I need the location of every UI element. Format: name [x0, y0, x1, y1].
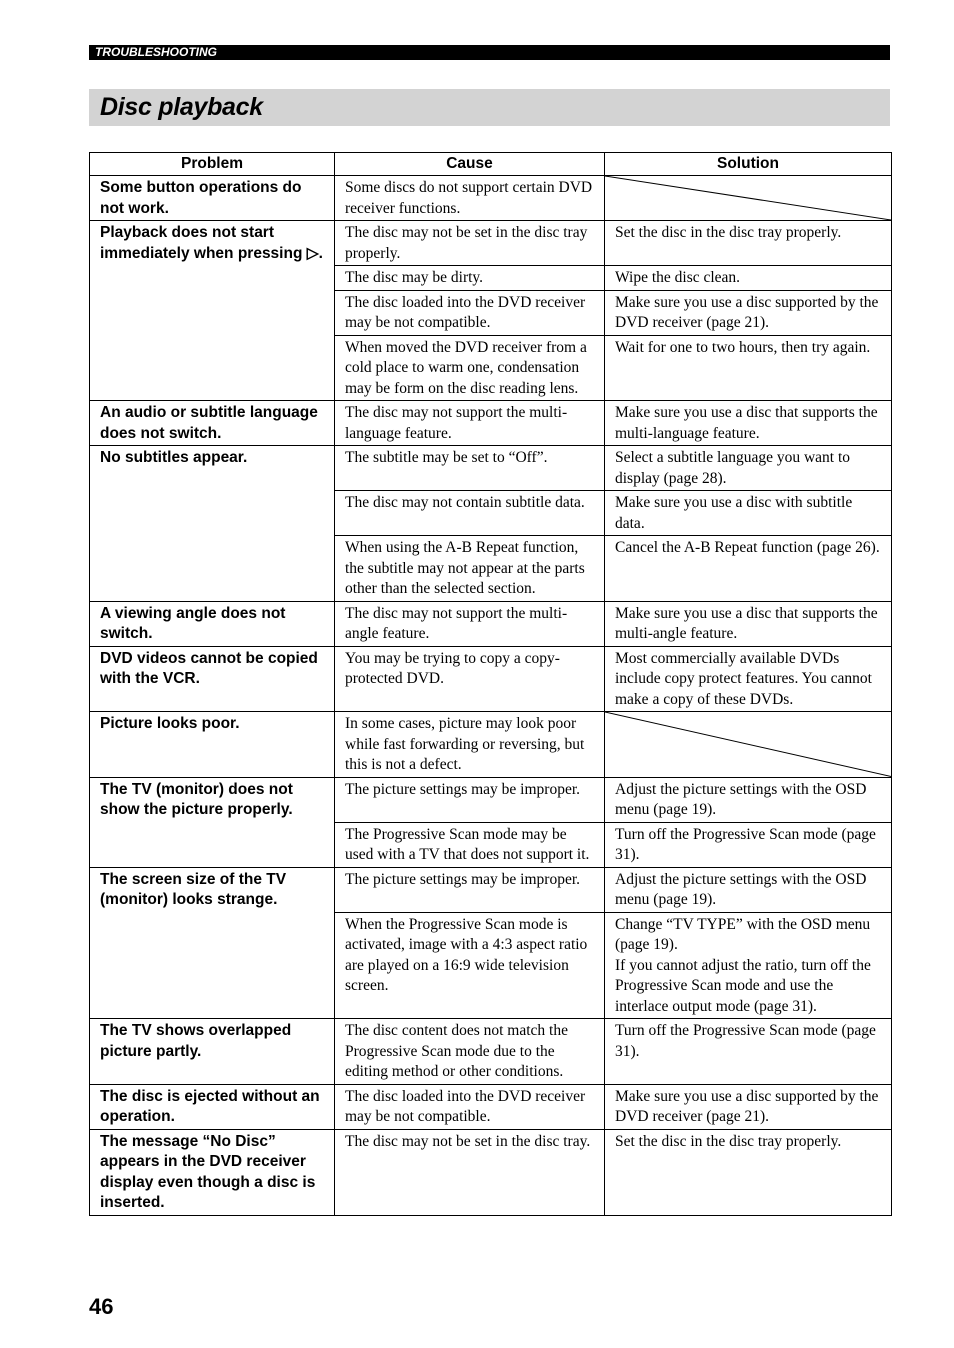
cause-cell: When moved the DVD receiver from a cold place to warm one, condensation may be form on the disc reading lens. [335, 335, 605, 401]
cause-cell: The disc loaded into the DVD receiver may be not compatible. [335, 290, 605, 335]
cause-cell: The disc may not be set in the disc tray. [335, 1129, 605, 1215]
not-applicable-cell [605, 176, 892, 221]
cause-cell: The Progressive Scan mode may be used with a TV that does not support it. [335, 822, 605, 867]
solution-cell: Make sure you use a disc with subtitle data. [605, 491, 892, 536]
table-row [90, 176, 892, 221]
page-number: 46 [89, 1294, 114, 1319]
cause-cell: The disc may not support the multi-angle feature. [335, 601, 605, 646]
cause-cell: In some cases, picture may look poor while fast forwarding or reversing, but this is not a defect. [335, 712, 605, 778]
problem-cell: Some button operations do not work. [90, 176, 335, 221]
table-row [90, 601, 892, 646]
table-header-row [90, 153, 892, 176]
solution-cell: Wait for one to two hours, then try again. [605, 335, 892, 401]
solution-cell: Make sure you use a disc that supports the multi-language feature. [605, 401, 892, 446]
section-header: TROUBLESHOOTING [89, 45, 890, 60]
cause-cell: When using the A-B Repeat function, the subtitle may not appear at the parts other than the selected section. [335, 536, 605, 602]
problem-cell: The screen size of the TV (monitor) looks strange. [90, 867, 335, 1019]
column-header-cause: Cause [335, 153, 605, 176]
cause-cell: The subtitle may be set to “Off”. [335, 446, 605, 491]
solution-cell: Change “TV TYPE” with the OSD menu (page 19). If you cannot adjust the ratio, turn off the Progressive Scan mode and use the interlace output mode (page 31). [605, 912, 892, 1019]
solution-cell: Wipe the disc clean. [605, 266, 892, 291]
problem-cell: The disc is ejected without an operation. [90, 1084, 335, 1129]
table-row [90, 1084, 892, 1129]
cause-cell: The disc content does not match the Progressive Scan mode due to the editing method or other conditions. [335, 1019, 605, 1085]
solution-cell: Cancel the A-B Repeat function (page 26). [605, 536, 892, 602]
table-row [90, 221, 892, 266]
column-header-problem: Problem [90, 153, 335, 176]
cause-cell: Some discs do not support certain DVD receiver functions. [335, 176, 605, 221]
cause-cell: You may be trying to copy a copy-protected DVD. [335, 646, 605, 712]
problem-cell: The message “No Disc” appears in the DVD receiver display even though a disc is inserted. [90, 1129, 335, 1215]
solution-cell: Adjust the picture settings with the OSD menu (page 19). [605, 777, 892, 822]
table-row [90, 1129, 892, 1215]
table-row [90, 867, 892, 912]
solution-cell: Adjust the picture settings with the OSD menu (page 19). [605, 867, 892, 912]
table-row [90, 1019, 892, 1085]
table-row [90, 646, 892, 712]
problem-cell: DVD videos cannot be copied with the VCR. [90, 646, 335, 712]
solution-cell: Make sure you use a disc supported by the DVD receiver (page 21). [605, 1084, 892, 1129]
troubleshooting-table [89, 152, 892, 1216]
diagonal-strike-line [605, 176, 891, 220]
cause-cell: The disc may be dirty. [335, 266, 605, 291]
cause-cell: The picture settings may be improper. [335, 777, 605, 822]
table-row [90, 401, 892, 446]
solution-cell: Turn off the Progressive Scan mode (page 31). [605, 822, 892, 867]
problem-cell: The TV (monitor) does not show the picture properly. [90, 777, 335, 867]
table-row [90, 712, 892, 778]
solution-cell: Set the disc in the disc tray properly. [605, 1129, 892, 1215]
cause-cell: The picture settings may be improper. [335, 867, 605, 912]
problem-cell: An audio or subtitle language does not switch. [90, 401, 335, 446]
problem-cell: Playback does not start immediately when pressing ▷. [90, 221, 335, 401]
diagonal-strike-line [605, 712, 891, 777]
solution-cell: Select a subtitle language you want to display (page 28). [605, 446, 892, 491]
table-row [90, 446, 892, 491]
column-header-solution: Solution [605, 153, 892, 176]
solution-cell: Turn off the Progressive Scan mode (page 31). [605, 1019, 892, 1085]
cause-cell: The disc loaded into the DVD receiver may be not compatible. [335, 1084, 605, 1129]
problem-cell: The TV shows overlapped picture partly. [90, 1019, 335, 1085]
not-applicable-cell [605, 712, 892, 778]
solution-cell: Make sure you use a disc that supports the multi-angle feature. [605, 601, 892, 646]
solution-cell: Set the disc in the disc tray properly. [605, 221, 892, 266]
cause-cell: The disc may not contain subtitle data. [335, 491, 605, 536]
table-row [90, 777, 892, 822]
cause-cell: The disc may not be set in the disc tray properly. [335, 221, 605, 266]
problem-cell: A viewing angle does not switch. [90, 601, 335, 646]
page-title: Disc playback [89, 89, 890, 126]
problem-cell: No subtitles appear. [90, 446, 335, 602]
cause-cell: When the Progressive Scan mode is activated, image with a 4:3 aspect ratio are played on a 16:9 wide television screen. [335, 912, 605, 1019]
solution-cell: Most commercially available DVDs include copy protect features. You cannot make a copy of these DVDs. [605, 646, 892, 712]
problem-cell: Picture looks poor. [90, 712, 335, 778]
cause-cell: The disc may not support the multi-language feature. [335, 401, 605, 446]
solution-cell: Make sure you use a disc supported by the DVD receiver (page 21). [605, 290, 892, 335]
